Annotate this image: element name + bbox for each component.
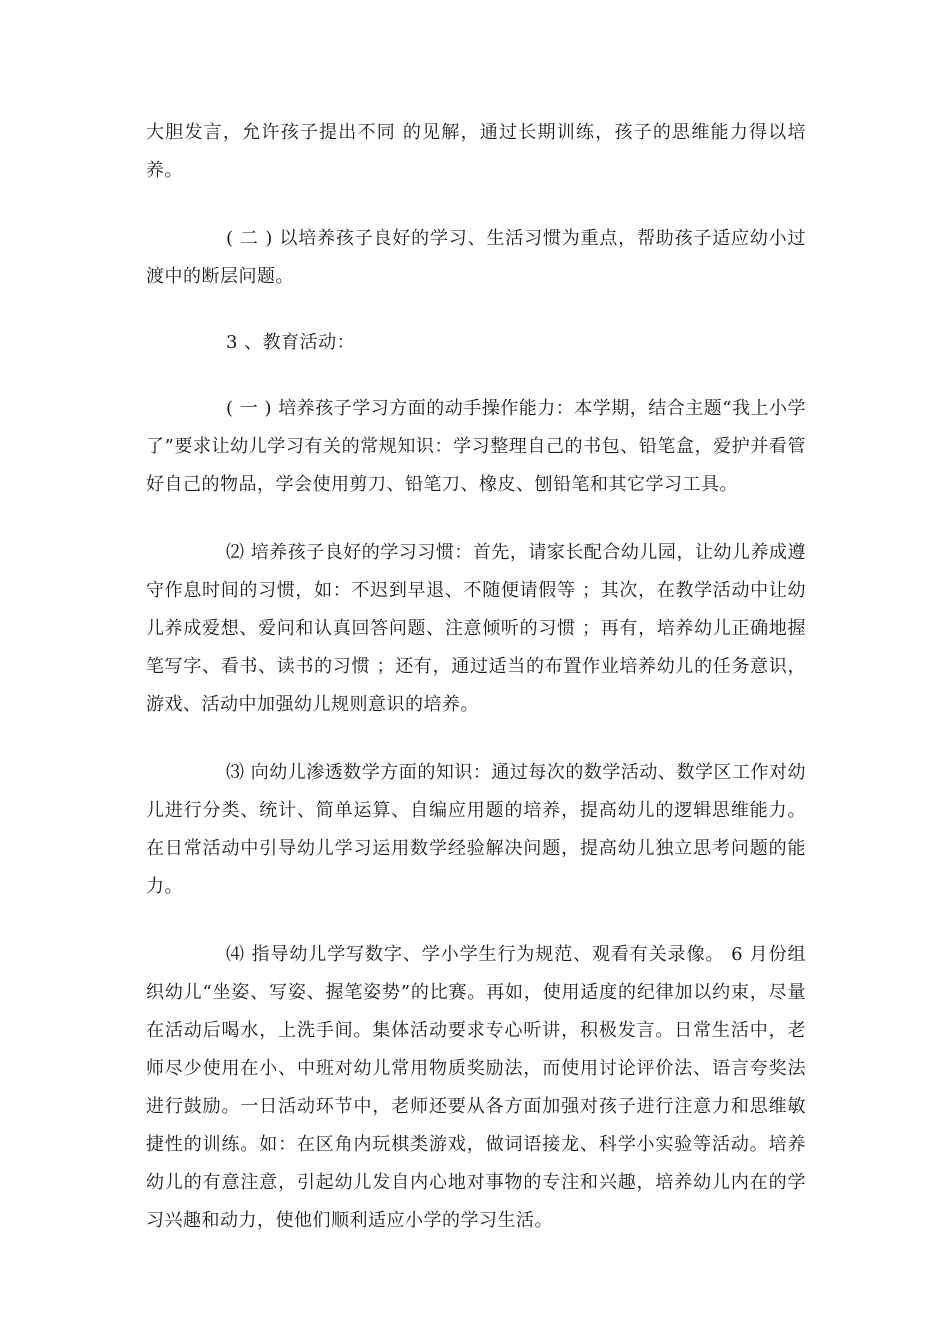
paragraph-5: ⑵ 培养孩子良好的学习习惯：首先，请家长配合幼儿园，让幼儿养成遵守作息时间的习惯，如：不迟到早退、不随便请假等 ；其次，在教学活动中让幼儿养成爱想、爱问和认真回答问题、注意倾听的习惯 ；再有，培养幼儿正确地握笔写字、看书、读书的习惯 ；还有，通过适当的布置作业培养幼儿的任务意识，游戏、活动中加强幼儿规则意识的培养。 — [146, 542, 806, 715]
paragraph-4: ( 一 ) 培养孩子学习方面的动手操作能力：本学期，结合主题“我上小学了”要求让幼儿学习有关的常规知识：学习整理自己的书包、铅笔盒，爱护并看管好自己的物品，学会使用剪刀、铅笔刀、橡皮、刨铅笔和其它学习工具。 — [146, 398, 806, 495]
paragraph-3-heading: 3 、教育活动： — [226, 332, 356, 353]
paragraph-7: ⑷ 指导幼儿学写数字、学小学生行为规范、观看有关录像。 6 月份组织幼儿“坐姿、写姿、握笔姿势”的比赛。再如，使用适度的纪律加以约束，尽量在活动后喝水，上洗手间。集体活动要求专心听讲，积极发言。日常生活中，老 师尽少使用在小、中班对幼儿常用物质奖励法，而使用讨论评价法、语言夸奖法进行鼓励。一日活动环节中，老师还要从各方面加强对孩子进行注意力和思维敏捷性的训练。如：在区角内玩棋类游戏，做词语接龙、科学小实验等活动。培养幼儿的有意注意，引起幼儿发自内心地对事物的专注和兴趣，培养幼儿内在的学习兴趣和动力，使他们顺利适应小学的学习生活。 — [146, 944, 806, 1231]
document-body — [146, 114, 806, 1270]
paragraph-1: 大胆发言，允许孩子提出不同 的见解，通过长期训练，孩子的思维能力得以培养。 — [146, 122, 806, 181]
paragraph-2: ( 二 ) 以培养孩子良好的学习、生活习惯为重点，帮助孩子适应幼小过渡中的断层问题。 — [146, 228, 806, 287]
paragraph-6: ⑶ 向幼儿渗透数学方面的知识：通过每次的数学活动、数学区工作对幼儿进行分类、统计、简单运算、自编应用题的培养，提高幼儿的逻辑思维能力。在日常活动中引导幼儿学习运用数学经验解决问题，提高幼儿独立思考问题的能力。 — [146, 762, 806, 897]
